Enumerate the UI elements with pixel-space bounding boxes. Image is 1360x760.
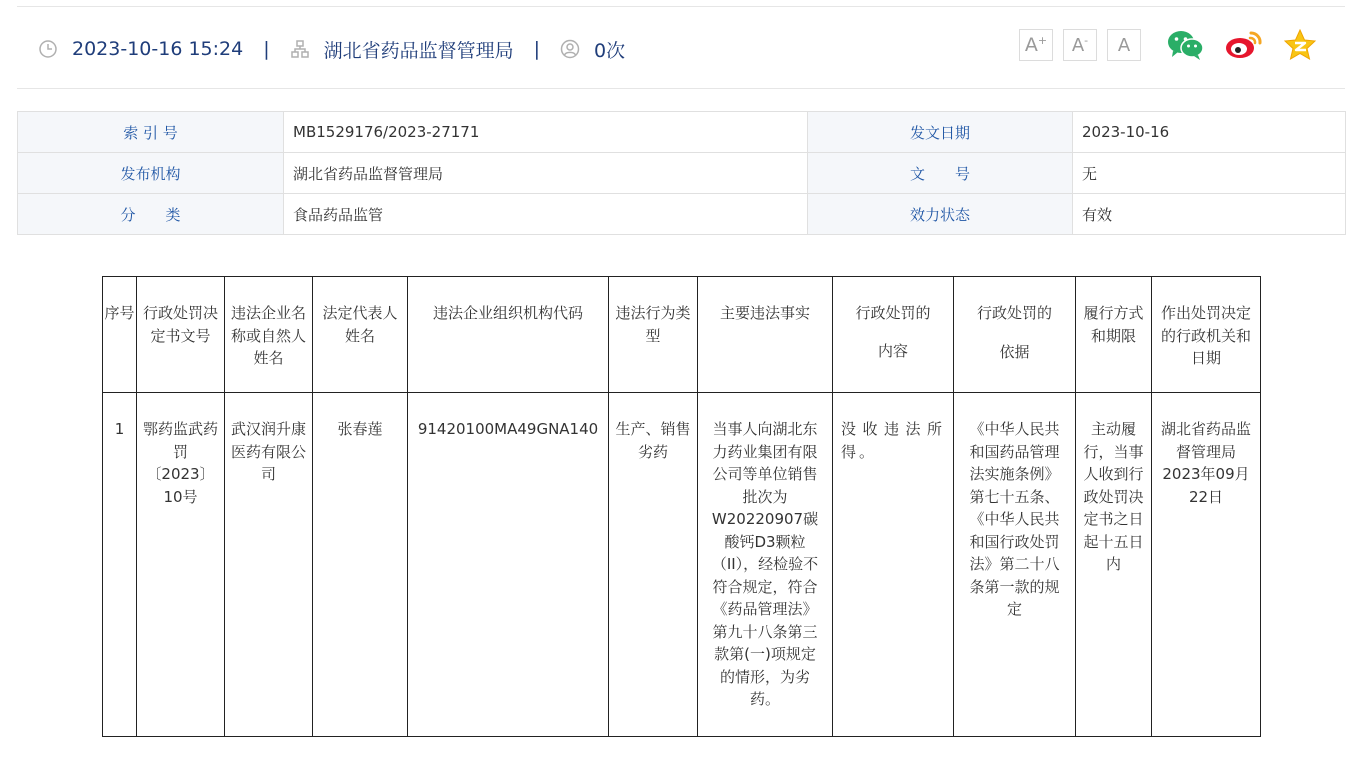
column-header-violation-type: 违法行为类型 [609, 277, 698, 393]
column-header-org-code: 违法企业组织机构代码 [408, 277, 609, 393]
wechat-icon[interactable] [1167, 29, 1205, 61]
share-bar [1167, 29, 1337, 61]
column-header-penalty-content [833, 277, 954, 393]
issue-date-label: 发文日期 [808, 112, 1073, 153]
column-header-legal-rep: 法定代表人姓名 [313, 277, 408, 393]
font-size-large-button[interactable] [1019, 29, 1053, 61]
clock-icon [38, 39, 58, 59]
cell-authority-date: 湖北省药品监督管理局2023年09月22日 [1152, 393, 1261, 737]
meta-separator: | [533, 38, 541, 60]
index-number-label: 索 引 号 [18, 112, 284, 153]
article-meta-bar [38, 30, 625, 68]
column-header-authority-date: 作出处罚决定的行政机关和日期 [1152, 277, 1261, 393]
minus-superscript-icon: - [1084, 33, 1089, 47]
penalty-content-header-line2: 内容 [877, 342, 908, 360]
column-header-number: 序号 [103, 277, 137, 393]
column-header-penalty-basis [954, 277, 1076, 393]
weibo-icon[interactable] [1225, 29, 1263, 61]
cell-penalty-content: 没收违法所得。 [833, 393, 954, 737]
cell-violation-type: 生产、销售劣药 [609, 393, 698, 737]
publish-datetime: 2023-10-16 15:24 [72, 38, 244, 60]
document-number-value: 无 [1073, 153, 1346, 194]
penalty-content-header-line1: 行政处罚的 [855, 304, 931, 322]
meta-separator: | [263, 38, 270, 60]
column-header-execution: 履行方式和期限 [1076, 277, 1152, 393]
qzone-icon[interactable] [1283, 29, 1317, 61]
cell-facts: 当事人向湖北东力药业集团有限公司等单位销售批次为W20220907碳酸钙D3颗粒（II），经检验不符合规定，符合《药品管理法》第九十八条第三款第(一)项规定的情形，为劣药。 [698, 393, 833, 737]
cell-number: 1 [103, 393, 137, 737]
index-number-value: MB1529176/2023-27171 [284, 112, 808, 153]
penalty-table [102, 276, 1261, 737]
user-views-icon [560, 39, 580, 59]
cell-legal-rep: 张春莲 [313, 393, 408, 737]
category-label: 分 类 [18, 194, 284, 235]
top-divider [17, 6, 1345, 7]
info-row [18, 153, 1346, 194]
cell-execution: 主动履行，当事人收到行政处罚决定书之日起十五日内 [1076, 393, 1152, 737]
organization-icon [290, 39, 310, 59]
table-row [103, 393, 1261, 737]
cell-decision-number: 鄂药监武药罚〔2023〕10号 [137, 393, 225, 737]
view-count: 0次 [594, 39, 626, 62]
info-row [18, 194, 1346, 235]
cell-org-code: 91420100MA49GNA140 [408, 393, 609, 737]
plus-superscript-icon: + [1037, 33, 1048, 47]
font-size-medium-button[interactable] [1063, 29, 1097, 61]
font-size-default-label: A [1117, 34, 1131, 56]
validity-status-label: 效力状态 [808, 194, 1073, 235]
validity-status-value: 有效 [1073, 194, 1346, 235]
cell-company: 武汉润升康医药有限公司 [225, 393, 313, 737]
info-row [18, 112, 1346, 153]
document-info-table [17, 111, 1346, 235]
issue-date-value: 2023-10-16 [1073, 112, 1346, 153]
category-value: 食品药品监管 [284, 194, 808, 235]
font-size-medium-label: A [1071, 34, 1085, 56]
column-header-company: 违法企业名称或自然人姓名 [225, 277, 313, 393]
font-size-large-label: A [1024, 34, 1038, 56]
document-number-label: 文 号 [808, 153, 1073, 194]
table-header-row [103, 277, 1261, 393]
penalty-basis-header-line2: 依据 [999, 342, 1030, 361]
issuing-agency-value: 湖北省药品监督管理局 [284, 153, 808, 194]
column-header-facts: 主要违法事实 [698, 277, 833, 393]
penalty-basis-header-line1: 行政处罚的 [976, 304, 1052, 322]
publisher-name: 湖北省药品监督管理局 [323, 39, 514, 62]
cell-penalty-basis: 《中华人民共和国药品管理法实施条例》第七十五条、《中华人民共和国行政处罚法》第二十八条第一款的规定 [954, 393, 1076, 737]
issuing-agency-label: 发布机构 [18, 153, 284, 194]
header-divider [17, 88, 1345, 89]
article-tools [1019, 29, 1337, 61]
font-size-default-button[interactable] [1107, 29, 1141, 61]
column-header-decision-number: 行政处罚决定书文号 [137, 277, 225, 393]
